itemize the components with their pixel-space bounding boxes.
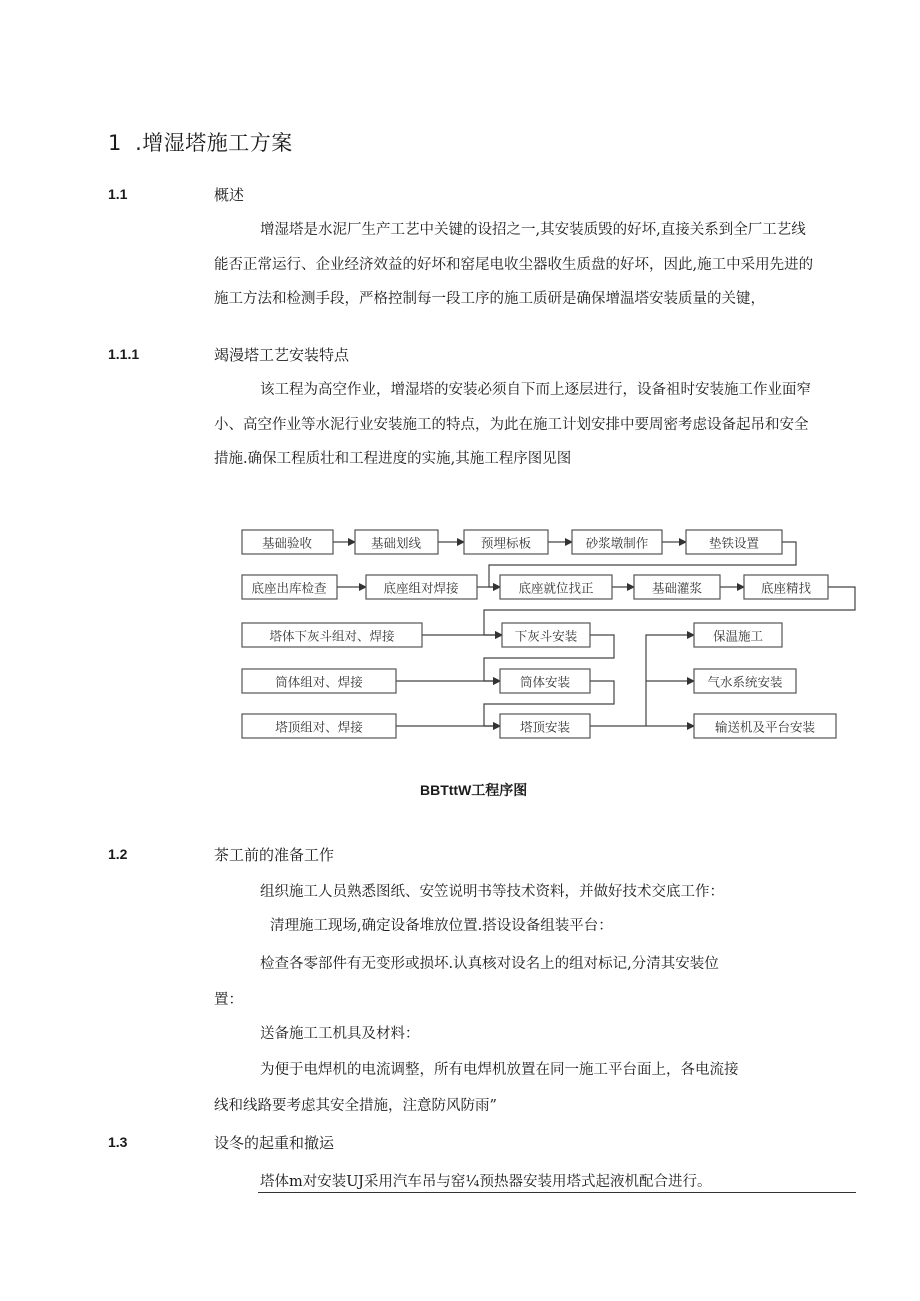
flow-label: 筒体安装	[519, 674, 571, 690]
flow-label: 底座出库检查	[251, 580, 327, 596]
flow-label: 基础验收	[261, 535, 313, 551]
flow-label: 预埋标板	[480, 535, 532, 551]
flow-label: 底座就位找正	[518, 580, 594, 596]
paragraph-line: 施工方法和检测手段，严格控制每一段工序的施工质研是确保增温塔安装质量的关键，	[214, 291, 765, 307]
flow-label: 输送机及平台安装	[714, 719, 816, 735]
subsection-title-1-3: 设冬的起重和撤运	[214, 1134, 335, 1152]
flow-label: 底座组对焊接	[383, 580, 459, 596]
flow-label: 气水系统安装	[707, 674, 783, 690]
section-number: 1	[108, 131, 122, 155]
figure-caption: BBTttW工程序图	[420, 782, 528, 798]
paragraph-line: 该工程为高空作业，增湿塔的安装必须自下而上逐层进行，设备祖时安装施工作业面窄	[260, 382, 811, 398]
subsection-title-1-1: 概述	[214, 186, 245, 204]
flow-label: 塔体下灰斗组对、焊接	[269, 628, 395, 644]
section-title: .增湿塔施工方案	[135, 131, 293, 155]
flow-label: 底座精找	[760, 580, 812, 596]
flow-label: 筒体组对、焊接	[275, 674, 363, 690]
flow-label: 下灰斗安装	[514, 628, 578, 644]
flow-label: 基础划线	[370, 535, 422, 551]
paragraph-line: 能否正常运行、企业经济效益的好坏和窑尾电收尘器收生质盘的好坏，因此,施工中采用先进的	[214, 257, 814, 273]
flow-label: 塔顶组对、焊接	[275, 719, 363, 735]
subsection-number-1-3: 1.3	[108, 1134, 128, 1150]
paragraph-line: 送备施工工机具及材料：	[260, 1026, 420, 1042]
subsection-number-1-1-1: 1.1.1	[108, 346, 140, 362]
paragraph-line: 塔体m对安装UJ采用汽车吊与窑¼预热器安装用塔式起液机配合进行。	[260, 1174, 712, 1190]
paragraph-line: 置：	[214, 992, 243, 1008]
paragraph-line: 组织施工人员熟悉图纸、安笠说明书等技术资料，并做好技术交底工作：	[260, 884, 724, 900]
flow-label: 保温施工	[712, 628, 764, 644]
paragraph-line: 小、高空作业等水泥行业安装施工的特点，为此在施工计划安排中要周密考虑设备起吊和安全	[214, 417, 809, 433]
subsection-title-1-1-1: 竭漫塔工艺安装特点	[214, 346, 350, 364]
paragraph-line: 增湿塔是水泥厂生产工艺中关键的设招之一,其安装质毁的好坏,直接关系到全厂工艺线	[260, 222, 806, 238]
subsection-title-1-2: 茶工前的准备工作	[214, 846, 335, 864]
paragraph-line: 检查各零部件有无变形或损坏.认真核对设名上的组对标记,分清其安装位	[260, 956, 719, 972]
flow-label: 塔顶安装	[519, 719, 571, 735]
subsection-number-1-1: 1.1	[108, 186, 128, 202]
flow-label: 基础灌浆	[651, 580, 703, 596]
paragraph-line: 清理施工现场,确定设备堆放位置.搭设设备组装平台：	[270, 918, 613, 934]
paragraph-line: 措施.确保工程质壮和工程进度的实施,其施工程序图见图	[214, 451, 572, 467]
subsection-number-1-2: 1.2	[108, 846, 128, 862]
flow-label: 砂浆墩制作	[585, 535, 649, 551]
paragraph-line: 线和线路要考虑其安全措施，注意防风防雨”	[214, 1098, 497, 1114]
footer-rule	[258, 1192, 856, 1193]
flow-label: 垫铁设置	[708, 535, 760, 551]
paragraph-line: 为便于电焊机的电流调整，所有电焊机放置在同一施工平台面上，各电流接	[260, 1062, 739, 1078]
